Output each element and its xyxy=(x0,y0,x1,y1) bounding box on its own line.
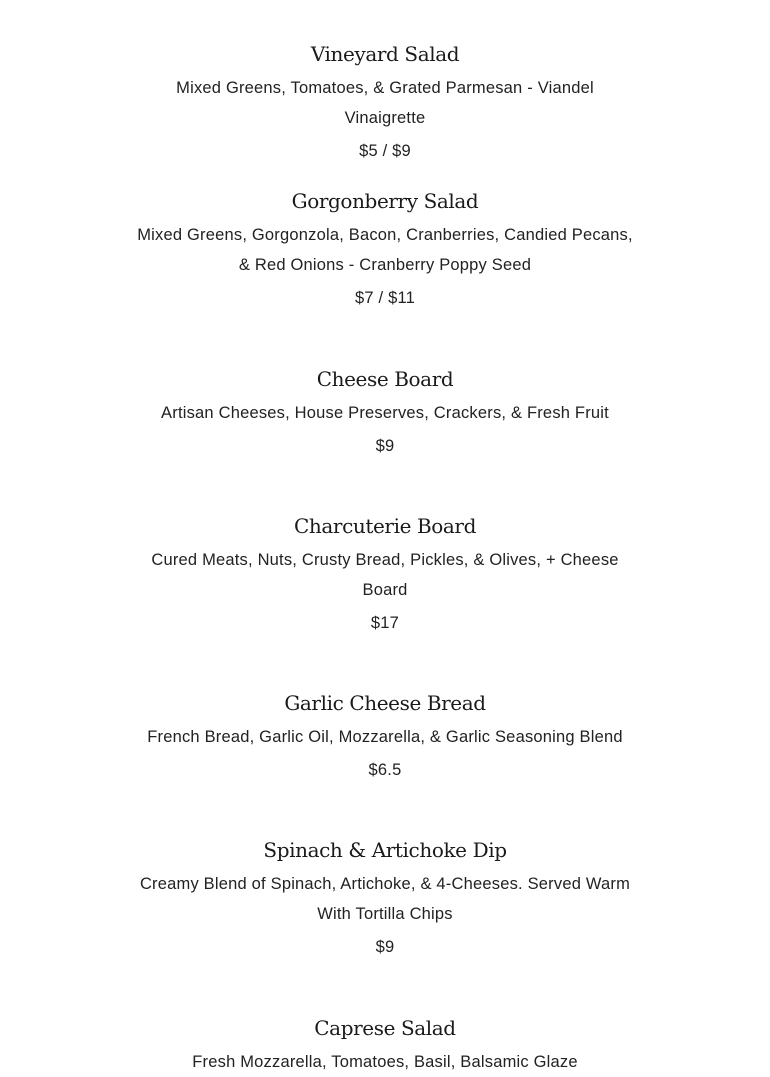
item-name: Vineyard Salad xyxy=(310,42,460,66)
menu-item-cheese-board xyxy=(135,367,635,458)
menu-item-spinach-artichoke-dip xyxy=(135,838,635,959)
menu-item-gorgonberry-salad xyxy=(135,189,635,310)
item-price: $17 xyxy=(370,614,400,632)
item-description: Artisan Cheeses, House Preserves, Crackers, & Fresh Fruit xyxy=(161,404,609,422)
item-name: Charcuterie Board xyxy=(294,514,476,538)
item-name: Cheese Board xyxy=(316,367,454,391)
item-description: Mixed Greens, Tomatoes, & Grated Parmesan - Viandel Vinaigrette xyxy=(176,79,594,127)
menu-item-garlic-cheese-bread xyxy=(135,691,635,782)
item-name: Garlic Cheese Bread xyxy=(284,691,486,715)
item-description: Mixed Greens, Gorgonzola, Bacon, Cranberries, Candied Pecans, & Red Onions - Cranberry Poppy Seed xyxy=(137,226,633,274)
item-price: $6.5 xyxy=(368,761,402,779)
item-name: Gorgonberry Salad xyxy=(291,189,479,213)
menu-item-vineyard-salad xyxy=(135,42,635,163)
item-price: $9 xyxy=(375,938,395,956)
item-description: Fresh Mozzarella, Tomatoes, Basil, Balsamic Glaze xyxy=(192,1053,578,1071)
item-description: Cured Meats, Nuts, Crusty Bread, Pickles, & Olives, + Cheese Board xyxy=(151,551,619,599)
item-price: $9 xyxy=(375,437,395,455)
item-name: Caprese Salad xyxy=(314,1016,456,1040)
menu-item-caprese-salad xyxy=(135,1016,635,1077)
item-description: Creamy Blend of Spinach, Artichoke, & 4-Cheeses. Served Warm With Tortilla Chips xyxy=(139,875,631,923)
menu-item-charcuterie-board xyxy=(135,514,635,635)
item-price: $5 / $9 xyxy=(359,142,411,160)
item-description: French Bread, Garlic Oil, Mozzarella, & Garlic Seasoning Blend xyxy=(147,728,623,746)
item-price: $7 / $11 xyxy=(354,289,415,307)
item-name: Spinach & Artichoke Dip xyxy=(263,838,507,862)
